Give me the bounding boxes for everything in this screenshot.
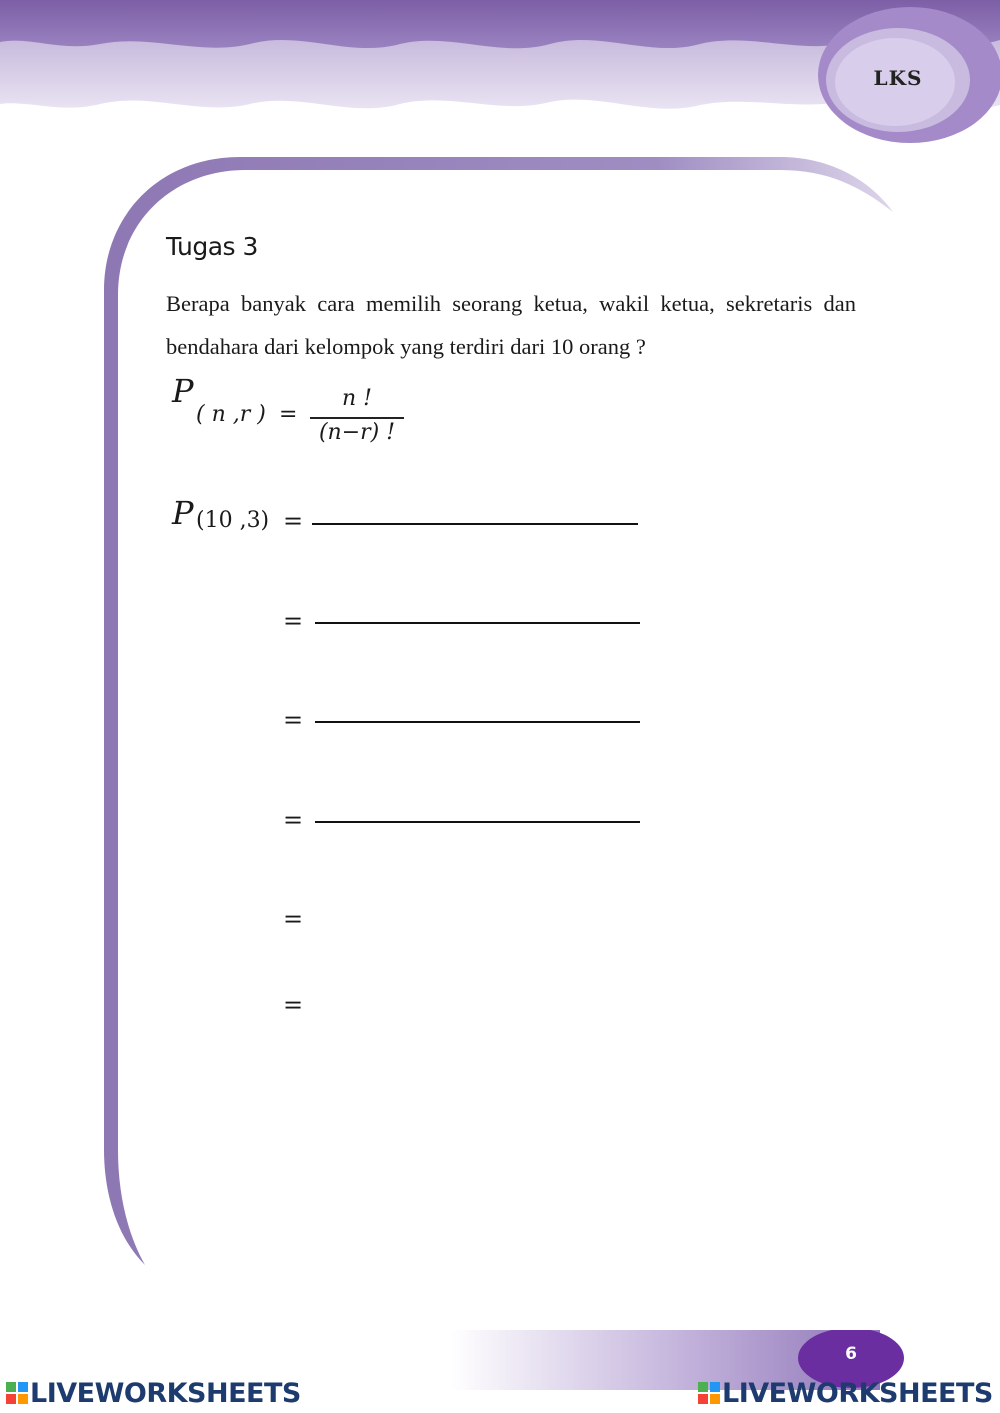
- calc-subscript: (10 ,3): [196, 508, 270, 533]
- brand-text-right: LIVEWORKSHEETS: [722, 1378, 993, 1409]
- liveworksheets-logo-left[interactable]: [6, 1378, 301, 1409]
- formula-denominator: (n−r) !: [318, 420, 396, 445]
- lks-badge-label: LKS: [873, 66, 923, 90]
- formula-numerator: n !: [341, 386, 372, 411]
- task-question: Berapa banyak cara memilih seorang ketua, wakil ketua, sekretaris dan bendahara dari kelompok yang terdiri dari 10 orang ?: [166, 291, 856, 359]
- liveworksheets-logo-right[interactable]: [698, 1378, 993, 1409]
- task-title: Tugas 3: [166, 232, 258, 261]
- calc-row-sign-5: =: [283, 991, 304, 1019]
- calc-row-sign-1: =: [283, 607, 304, 635]
- calc-symbol: P: [172, 494, 194, 532]
- page-number: 6: [845, 1344, 857, 1364]
- answer-blank-2[interactable]: [315, 622, 640, 624]
- liveworksheets-icon: [6, 1382, 28, 1404]
- formula-equals: =: [279, 402, 298, 427]
- brand-text-left: LIVEWORKSHEETS: [30, 1378, 301, 1409]
- answer-blank-3[interactable]: [315, 721, 640, 723]
- calc-row-sign-3: =: [283, 806, 304, 834]
- liveworksheets-icon: [698, 1382, 720, 1404]
- answer-blank-1[interactable]: [312, 523, 638, 525]
- calc-row-sign-2: =: [283, 706, 304, 734]
- calc-equals: =: [283, 507, 304, 535]
- formula-subscript: ( n ,r ): [196, 402, 266, 427]
- answer-blank-4[interactable]: [315, 821, 640, 823]
- calc-row-sign-4: =: [283, 905, 304, 933]
- formula-symbol: P: [172, 372, 194, 410]
- fraction-bar: [310, 417, 404, 419]
